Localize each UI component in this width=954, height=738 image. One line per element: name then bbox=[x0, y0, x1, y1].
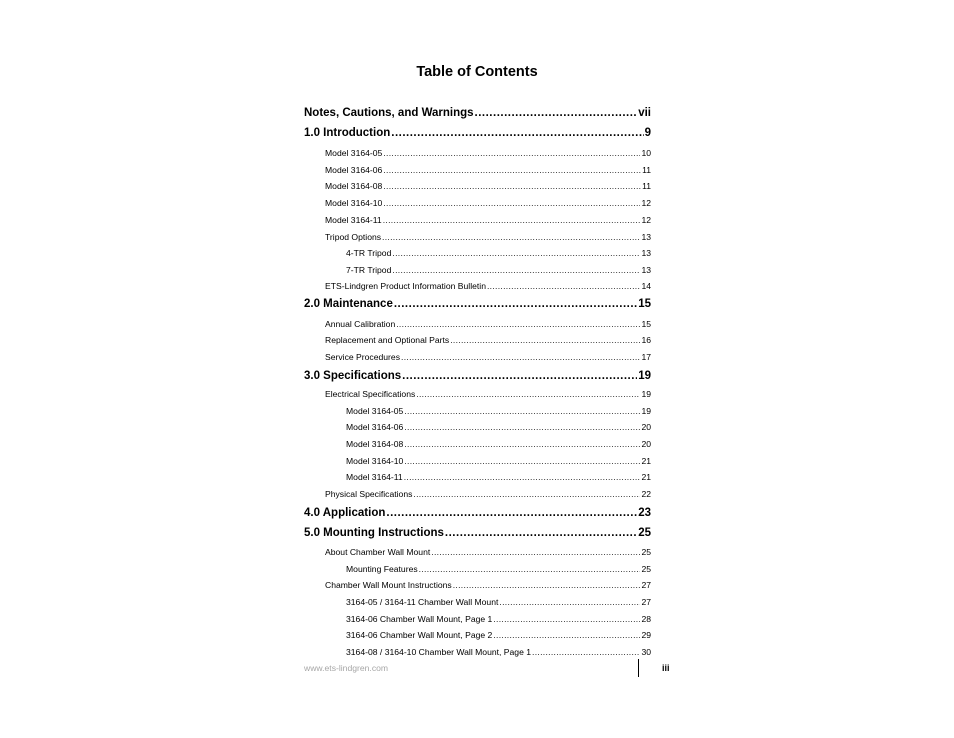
toc-entry-page-number: 17 bbox=[641, 352, 651, 362]
toc-entry-page-number: 13 bbox=[641, 232, 651, 242]
toc-section-entry[interactable] bbox=[304, 127, 651, 139]
toc-entry-label: 3164-05 / 3164-11 Chamber Wall Mount bbox=[346, 597, 499, 607]
toc-entry-page-number: 23 bbox=[638, 507, 651, 519]
toc-entry-page-number: 21 bbox=[641, 472, 651, 482]
toc-entry-label: About Chamber Wall Mount bbox=[325, 547, 431, 557]
toc-dot-leader bbox=[383, 181, 641, 191]
toc-subsection-entry[interactable] bbox=[346, 597, 651, 607]
toc-subsection-entry[interactable] bbox=[325, 389, 651, 399]
toc-entry-page-number: vii bbox=[638, 107, 651, 119]
toc-dot-leader bbox=[404, 439, 640, 449]
toc-entry-page-number: 19 bbox=[638, 370, 651, 382]
toc-subsection-entry[interactable] bbox=[325, 232, 651, 242]
toc-subsection-entry[interactable] bbox=[325, 198, 651, 208]
toc-entry-label: Physical Specifications bbox=[325, 489, 413, 499]
toc-entry-label: 1.0 Introduction bbox=[304, 127, 391, 139]
toc-dot-leader bbox=[391, 127, 643, 139]
toc-entry-label: Model 3164-08 bbox=[346, 439, 404, 449]
toc-entry-page-number: 14 bbox=[641, 281, 651, 291]
toc-dot-leader bbox=[383, 198, 640, 208]
toc-subsection-entry[interactable] bbox=[325, 319, 651, 329]
toc-entry-page-number: 12 bbox=[641, 198, 651, 208]
toc-dot-leader bbox=[532, 647, 640, 657]
footer-page-number: iii bbox=[662, 663, 670, 673]
toc-entry-page-number: 13 bbox=[641, 248, 651, 258]
toc-entry-label: 4-TR Tripod bbox=[346, 248, 392, 258]
toc-dot-leader bbox=[392, 265, 640, 275]
toc-dot-leader bbox=[431, 547, 640, 557]
toc-entry-page-number: 9 bbox=[644, 127, 651, 139]
toc-dot-leader bbox=[386, 507, 637, 519]
toc-subsection-entry[interactable] bbox=[346, 406, 651, 416]
toc-section-entry[interactable] bbox=[304, 107, 651, 119]
toc-dot-leader bbox=[475, 107, 638, 119]
toc-dot-leader bbox=[392, 248, 640, 258]
toc-entry-page-number: 10 bbox=[641, 148, 651, 158]
toc-entry-label: 3164-08 / 3164-10 Chamber Wall Mount, Page 1 bbox=[346, 647, 532, 657]
toc-entry-label: Mounting Features bbox=[346, 564, 418, 574]
toc-subsection-entry[interactable] bbox=[325, 489, 651, 499]
toc-subsection-entry[interactable] bbox=[325, 547, 651, 557]
toc-entry-page-number: 15 bbox=[638, 298, 651, 310]
toc-dot-leader bbox=[487, 281, 640, 291]
toc-entry-page-number: 25 bbox=[638, 527, 651, 539]
toc-entry-label: Electrical Specifications bbox=[325, 389, 416, 399]
toc-entry-page-number: 27 bbox=[641, 580, 651, 590]
toc-entry-label: 4.0 Application bbox=[304, 507, 386, 519]
toc-dot-leader bbox=[499, 597, 640, 607]
toc-entry-label: Tripod Options bbox=[325, 232, 382, 242]
toc-subsection-entry[interactable] bbox=[346, 456, 651, 466]
toc-entry-label: Annual Calibration bbox=[325, 319, 396, 329]
toc-entry-page-number: 29 bbox=[641, 630, 651, 640]
toc-entry-label: Notes, Cautions, and Warnings bbox=[304, 107, 474, 119]
toc-entry-page-number: 30 bbox=[641, 647, 651, 657]
toc-dot-leader bbox=[493, 630, 640, 640]
toc-subsection-entry[interactable] bbox=[346, 614, 651, 624]
toc-dot-leader bbox=[396, 319, 640, 329]
toc-entry-label: Model 3164-06 bbox=[325, 165, 383, 175]
footer-divider bbox=[638, 659, 639, 677]
toc-entry-page-number: 28 bbox=[641, 614, 651, 624]
toc-subsection-entry[interactable] bbox=[346, 630, 651, 640]
toc-dot-leader bbox=[419, 564, 641, 574]
toc-dot-leader bbox=[404, 422, 640, 432]
toc-dot-leader bbox=[383, 148, 640, 158]
toc-entry-label: Model 3164-11 bbox=[346, 472, 403, 482]
toc-entry-page-number: 27 bbox=[641, 597, 651, 607]
toc-entry-label: Service Procedures bbox=[325, 352, 400, 362]
toc-entry-label: 3.0 Specifications bbox=[304, 370, 402, 382]
toc-dot-leader bbox=[453, 580, 641, 590]
toc-dot-leader bbox=[383, 165, 641, 175]
toc-dot-leader bbox=[401, 352, 640, 362]
toc-subsection-entry[interactable] bbox=[325, 281, 651, 291]
toc-dot-leader bbox=[402, 370, 637, 382]
footer-website-url: www.ets-lindgren.com bbox=[304, 663, 389, 673]
toc-entry-page-number: 15 bbox=[641, 319, 651, 329]
toc-subsection-entry[interactable] bbox=[346, 248, 651, 258]
toc-dot-leader bbox=[450, 335, 640, 345]
toc-dot-leader bbox=[404, 472, 641, 482]
toc-subsection-entry[interactable] bbox=[325, 352, 651, 362]
toc-subsection-entry[interactable] bbox=[346, 564, 651, 574]
toc-section-entry[interactable] bbox=[304, 527, 651, 539]
toc-entry-label: Chamber Wall Mount Instructions bbox=[325, 580, 452, 590]
toc-dot-leader bbox=[404, 406, 640, 416]
toc-entry-page-number: 20 bbox=[641, 422, 651, 432]
toc-dot-leader bbox=[382, 232, 640, 242]
toc-subsection-entry[interactable] bbox=[325, 215, 651, 225]
toc-entry-label: 2.0 Maintenance bbox=[304, 298, 393, 310]
toc-entry-label: ETS-Lindgren Product Information Bulletin bbox=[325, 281, 486, 291]
toc-dot-leader bbox=[416, 389, 640, 399]
toc-subsection-entry[interactable] bbox=[346, 472, 651, 482]
toc-entry-page-number: 21 bbox=[641, 456, 651, 466]
toc-dot-leader bbox=[413, 489, 640, 499]
toc-subsection-entry[interactable] bbox=[346, 265, 651, 275]
toc-entry-page-number: 19 bbox=[641, 389, 651, 399]
toc-entry-page-number: 12 bbox=[641, 215, 651, 225]
toc-entry-label: 3164-06 Chamber Wall Mount, Page 2 bbox=[346, 630, 493, 640]
toc-entry-page-number: 19 bbox=[641, 406, 651, 416]
toc-dot-leader bbox=[445, 527, 637, 539]
toc-entry-label: Model 3164-05 bbox=[346, 406, 404, 416]
toc-entry-label: 3164-06 Chamber Wall Mount, Page 1 bbox=[346, 614, 493, 624]
toc-entry-label: Model 3164-10 bbox=[325, 198, 383, 208]
toc-subsection-entry[interactable] bbox=[346, 422, 651, 432]
toc-subsection-entry[interactable] bbox=[325, 148, 651, 158]
toc-dot-leader bbox=[404, 456, 640, 466]
toc-entry-label: Model 3164-06 bbox=[346, 422, 404, 432]
toc-dot-leader bbox=[394, 298, 637, 310]
toc-entry-label: 5.0 Mounting Instructions bbox=[304, 527, 444, 539]
toc-entry-page-number: 25 bbox=[641, 564, 651, 574]
toc-section-entry[interactable] bbox=[304, 507, 651, 519]
page-title: Table of Contents bbox=[416, 64, 538, 80]
toc-entry-page-number: 13 bbox=[641, 265, 651, 275]
toc-entry-label: Model 3164-10 bbox=[346, 456, 404, 466]
toc-entry-label: Model 3164-08 bbox=[325, 181, 383, 191]
toc-subsection-entry[interactable] bbox=[346, 647, 651, 657]
toc-entry-page-number: 22 bbox=[641, 489, 651, 499]
toc-entry-page-number: 11 bbox=[642, 181, 651, 191]
toc-entry-label: Model 3164-11 bbox=[325, 215, 382, 225]
toc-section-entry[interactable] bbox=[304, 298, 651, 310]
toc-entry-label: Model 3164-05 bbox=[325, 148, 383, 158]
toc-entry-label: Replacement and Optional Parts bbox=[325, 335, 450, 345]
toc-dot-leader bbox=[493, 614, 640, 624]
toc-subsection-entry[interactable] bbox=[325, 165, 651, 175]
toc-subsection-entry[interactable] bbox=[325, 181, 651, 191]
toc-dot-leader bbox=[383, 215, 641, 225]
toc-subsection-entry[interactable] bbox=[325, 335, 651, 345]
toc-entry-page-number: 16 bbox=[641, 335, 651, 345]
toc-entry-label: 7-TR Tripod bbox=[346, 265, 392, 275]
toc-section-entry[interactable] bbox=[304, 370, 651, 382]
toc-subsection-entry[interactable] bbox=[325, 580, 651, 590]
toc-entry-page-number: 11 bbox=[642, 165, 651, 175]
toc-subsection-entry[interactable] bbox=[346, 439, 651, 449]
toc-entry-page-number: 20 bbox=[641, 439, 651, 449]
toc-entry-page-number: 25 bbox=[641, 547, 651, 557]
